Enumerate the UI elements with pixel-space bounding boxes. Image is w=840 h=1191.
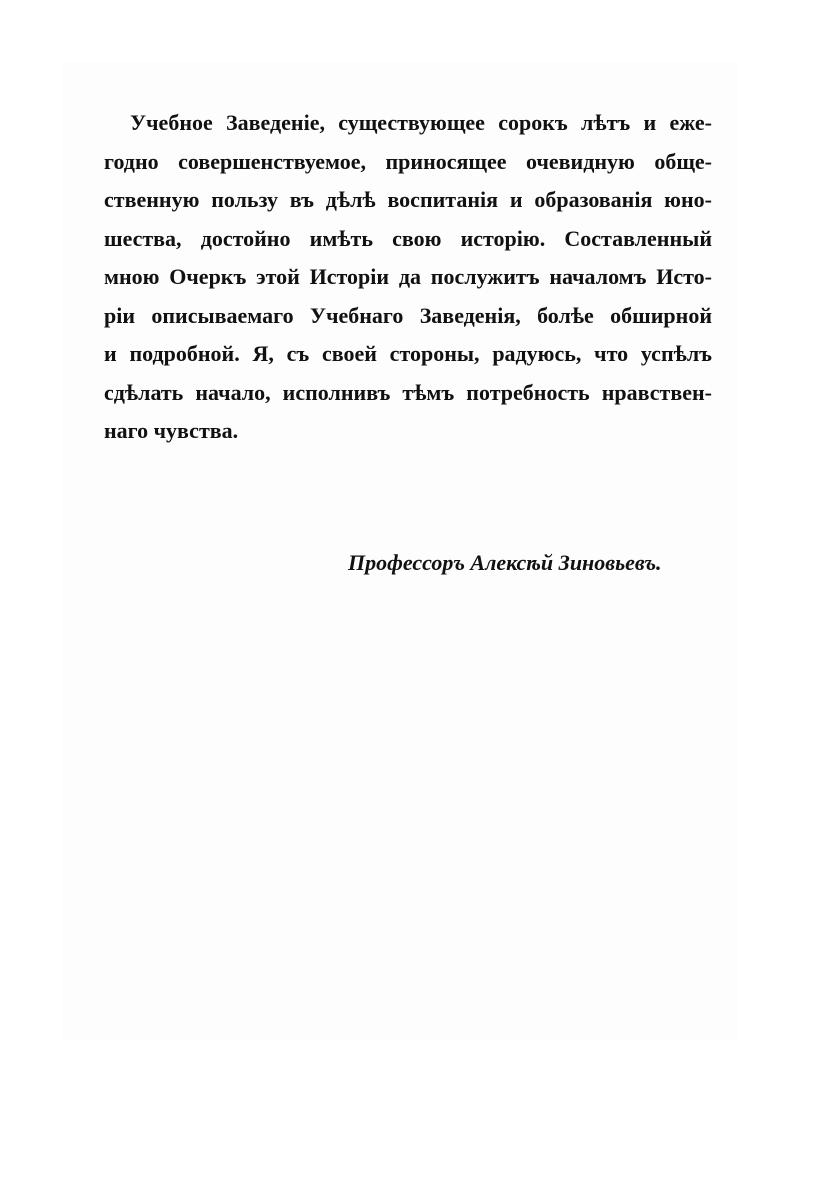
paragraph-line: годно совершенствуемое, приносящее очевидную обще- bbox=[104, 148, 712, 174]
paragraph-line: ственную пользу въ дѣлѣ воспитанія и образованія юно- bbox=[104, 187, 712, 212]
paragraph-line: ріи описываемаго Учебнаго Заведенія, болѣе обширной bbox=[104, 302, 712, 328]
paragraph-line: шества, достойно имѣть свою исторію. Составленный bbox=[104, 225, 712, 251]
preface-paragraph bbox=[104, 104, 712, 451]
paragraph-line: мною Очеркъ этой Исторіи да послужитъ началомъ Исто- bbox=[104, 264, 712, 289]
paragraph-line: наго чувства. bbox=[104, 418, 239, 443]
paragraph-line: сдѣлать начало, исполнивъ тѣмъ потребность нравствен- bbox=[104, 379, 712, 405]
paragraph-line: Учебное Заведеніе, существующее сорокъ лѣтъ и еже- bbox=[130, 110, 712, 135]
author-signature: Профессоръ Алексѣй Зиновьевъ. bbox=[348, 550, 662, 575]
paragraph-line: и подробной. Я, съ своей стороны, радуюсь, что успѣлъ bbox=[104, 341, 712, 366]
